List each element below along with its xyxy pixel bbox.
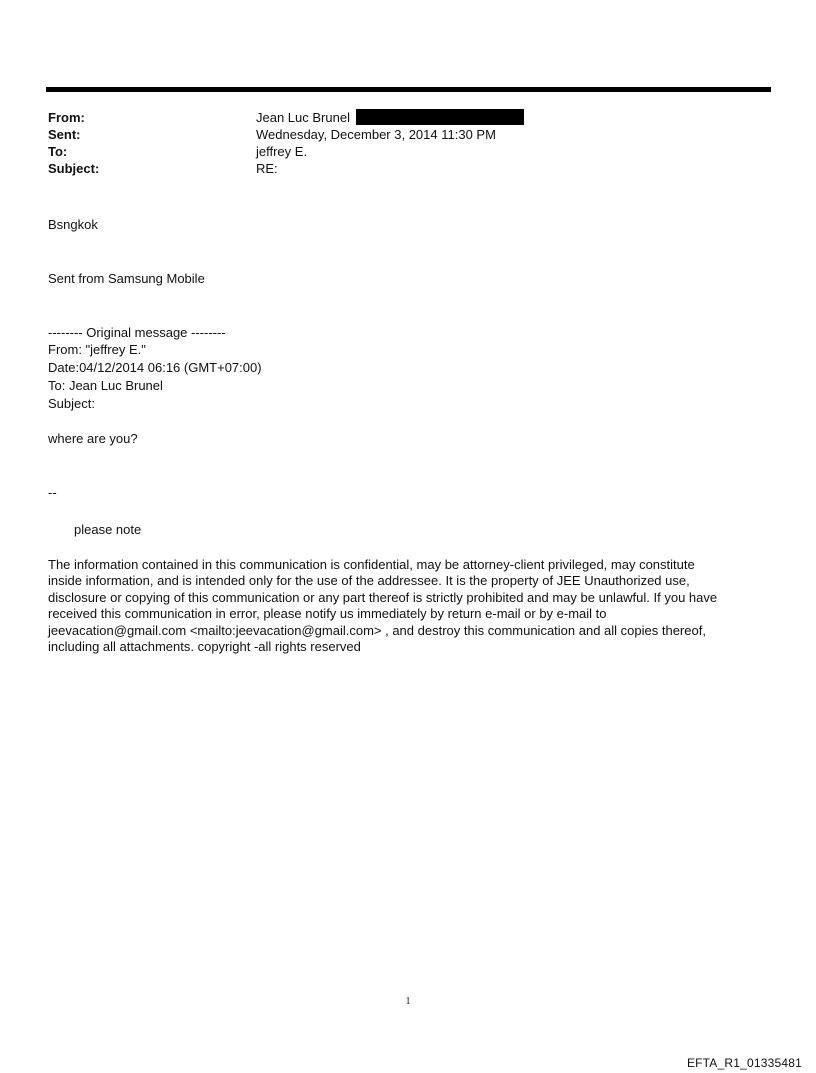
mobile-signature: Sent from Samsung Mobile <box>48 271 205 286</box>
bates-number: EFTA_R1_01335481 <box>686 1056 802 1070</box>
to-value: jeffrey E. <box>256 144 308 159</box>
from-value-wrap <box>256 109 524 126</box>
page-number: 1 <box>405 996 411 1007</box>
sent-label: Sent: <box>48 127 81 142</box>
disclaimer-line: received this communication in error, please notify us immediately by return e-mail or by e-mail to <box>48 606 607 622</box>
disclaimer-line: inside information, and is intended only for the use of the addressee. It is the property of JEE Unauthorized use, <box>48 573 690 589</box>
subject-row <box>48 160 748 177</box>
original-to: To: Jean Luc Brunel <box>48 378 163 393</box>
reply-text: Bsngkok <box>48 217 98 232</box>
original-date: Date:04/12/2014 06:16 (GMT+07:00) <box>48 360 262 375</box>
header-rule <box>46 87 771 92</box>
disclaimer-line: disclosure or copying of this communication or any part thereof is strictly prohibited and may be unlawful. If you have <box>48 589 718 605</box>
subject-value: RE: <box>256 161 278 176</box>
from-value: Jean Luc Brunel <box>256 110 350 125</box>
to-row <box>48 143 748 160</box>
from-label: From: <box>48 110 85 125</box>
disclaimer-line: including all attachments. copyright -all rights reserved <box>48 639 361 655</box>
email-header <box>48 109 748 177</box>
disclaimer-line: jeevacation@gmail.com <mailto:jeevacation@gmail.com> , and destroy this communication and all copies thereof, <box>48 622 706 638</box>
disclaimer-line: The information contained in this communication is confidential, may be attorney-client privileged, may constitute <box>48 557 695 572</box>
original-message-body: where are you? <box>48 431 138 446</box>
original-message-separator: -------- Original message -------- <box>48 325 226 340</box>
original-from: From: "jeffrey E." <box>48 342 146 357</box>
redaction-box <box>356 109 524 125</box>
sent-value: Wednesday, December 3, 2014 11:30 PM <box>256 127 496 142</box>
original-subject: Subject: <box>48 396 95 411</box>
signature-dash: -- <box>48 485 57 500</box>
confidentiality-disclaimer <box>48 557 768 655</box>
subject-label: Subject: <box>48 161 100 176</box>
sent-row <box>48 126 748 143</box>
to-label: To: <box>48 144 68 159</box>
from-row <box>48 109 748 126</box>
please-note: please note <box>74 522 142 537</box>
